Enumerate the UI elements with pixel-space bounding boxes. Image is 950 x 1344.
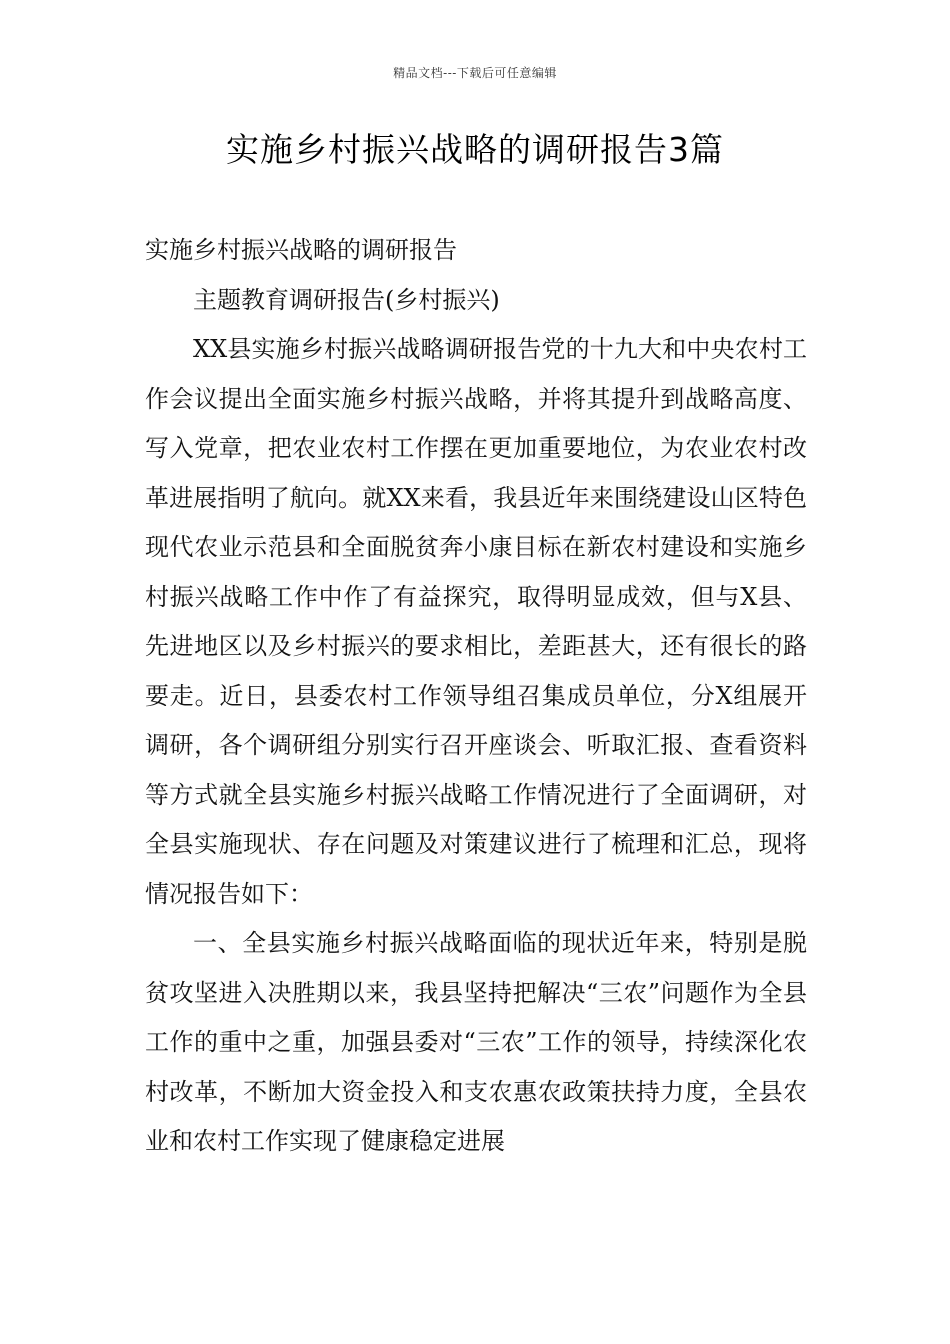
document-title: 实施乡村振兴战略的调研报告3篇 bbox=[226, 130, 724, 169]
section-heading: 实施乡村振兴战略的调研报告 bbox=[145, 236, 457, 264]
header-note: 精品文档---下载后可任意编辑 bbox=[393, 66, 557, 80]
body-paragraph: XX县实施乡村振兴战略调研报告党的十九大和中央农村工作会议提出全面实施乡村振兴战略，并将其提升到战略高度、写入党章，把农业农村工作摆在更加重要地位，为农业农村改革进展指明了航向。就XX来看，我县近年来围绕建设山区特色现代农业示范县和全面脱贫奔小康目标在新农村建设和实施乡村振兴战略工作中作了有益探究，取得明显成效，但与X县、先进地区以及乡村振兴的要求相比，差距甚大，还有很长的路要走。近日，县委农村工作领导组召集成员单位，分X组展开调研，各个调研组分别实行召开座谈会、听取汇报、查看资料等方式就全县实施乡村振兴战略工作情况进行了全面调研，对全县实施现状、存在问题及对策建议进行了梳理和汇总，现将情况报告如下： bbox=[145, 335, 807, 908]
body-paragraph: 一、全县实施乡村振兴战略面临的现状近年来，特别是脱贫攻坚进入决胜期以来，我县坚持把解决“三农”问题作为全县工作的重中之重，加强县委对“三农”工作的领导，持续深化农村改革，不断加大资金投入和支农惠农政策扶持力度，全县农业和农村工作实现了健康稳定进展 bbox=[145, 929, 807, 1155]
subtitle-paragraph: 主题教育调研报告(乡村振兴) bbox=[193, 285, 500, 314]
document-body bbox=[145, 226, 807, 1167]
